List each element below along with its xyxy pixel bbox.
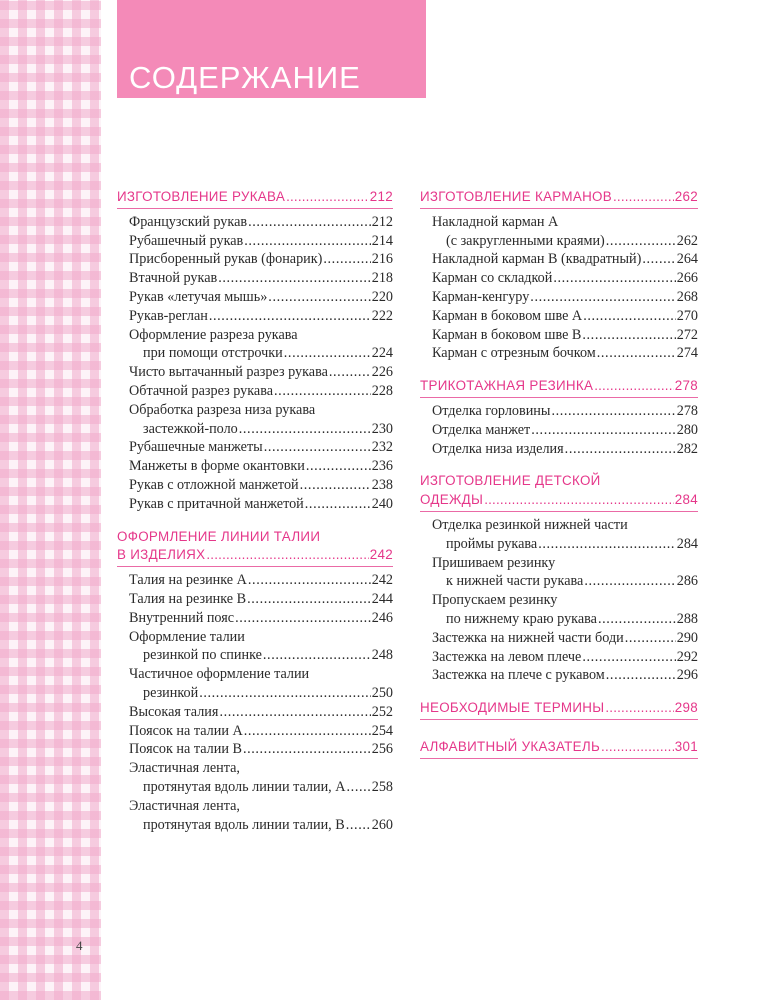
toc-entry[interactable] (420, 421, 698, 440)
toc-entry-title: Отделка горловины (432, 402, 551, 419)
toc-entry-page: 290 (676, 629, 698, 646)
toc-entry-title: Отделка низа изделия (432, 440, 564, 457)
toc-entry-page: 230 (371, 420, 393, 437)
dot-leader (553, 269, 675, 288)
dot-leader (235, 609, 371, 628)
toc-entry[interactable] (117, 363, 393, 382)
toc-entry-page: 222 (371, 307, 393, 324)
section-gap (420, 685, 698, 699)
toc-entry[interactable] (117, 307, 393, 326)
gingham-border (0, 0, 101, 1000)
dot-leader (531, 421, 675, 440)
toc-entry-title: ТРИКОТАЖНАЯ РЕЗИНКА (420, 378, 594, 394)
section-heading[interactable] (117, 188, 393, 209)
toc-entry-page: 288 (676, 610, 698, 627)
toc-entry-title: Застежка на левом плече (432, 648, 582, 665)
title-banner (117, 0, 426, 98)
page-title: СОДЕРЖАНИЕ (129, 60, 361, 95)
section-heading-line[interactable] (420, 377, 698, 396)
dot-leader (329, 363, 371, 382)
section-heading[interactable] (420, 472, 698, 512)
toc-entry-title: Карман с отрезным бочком (432, 345, 596, 362)
dot-leader (606, 666, 676, 685)
toc-entry[interactable] (117, 665, 393, 684)
toc-entry[interactable] (117, 778, 393, 797)
toc-entry-title: ИЗГОТОВЛЕНИЕ РУКАВА (117, 189, 286, 204)
toc-entry-title: Карман в боковом шве В (432, 326, 582, 343)
toc-entry-title: Поясок на талии А (129, 722, 243, 739)
toc-entry-title: НЕОБХОДИМЫЕ ТЕРМИНЫ (420, 700, 605, 716)
toc-entry-title: протянутая вдоль линии талии, А (143, 778, 346, 795)
dot-leader (530, 288, 675, 307)
dot-leader (484, 491, 674, 510)
toc-entry-page: 280 (676, 421, 698, 438)
toc-entry-title: Пришиваем резинку (432, 554, 556, 571)
page-number: 4 (76, 938, 83, 953)
section-heading[interactable] (420, 377, 698, 398)
dot-leader (218, 269, 371, 288)
toc-entry-title: Рукав с отложной манжетой (129, 476, 299, 493)
section-heading-line[interactable] (420, 491, 698, 510)
dot-leader (323, 250, 370, 269)
toc-entry-title: Оформление разреза рукава (129, 326, 298, 343)
toc-entry-page: 278 (674, 378, 698, 394)
toc-entry-title: АЛФАВИТНЫЙ УКАЗАТЕЛЬ (420, 738, 601, 754)
dot-leader (209, 307, 371, 326)
toc-entry-page: 236 (371, 458, 393, 475)
section-heading-line: ИЗГОТОВЛЕНИЕ ДЕТСКОЙ (420, 473, 601, 489)
toc-entry-page: 278 (676, 402, 698, 419)
toc-entry[interactable] (420, 288, 698, 307)
toc-entry[interactable] (117, 326, 393, 345)
toc-entry-page: 292 (676, 648, 698, 665)
toc-entry-page: 248 (371, 647, 393, 664)
toc-entry-page: 266 (676, 270, 698, 287)
toc-entry-page: 262 (676, 232, 698, 249)
toc-entry[interactable] (117, 401, 393, 420)
dot-leader (264, 438, 371, 457)
toc-entry[interactable] (420, 648, 698, 667)
toc-entry-page: 244 (371, 590, 393, 607)
toc-entry[interactable] (117, 571, 393, 590)
toc-entry[interactable] (420, 232, 698, 251)
toc-entry-title: Эластичная лента, (129, 797, 240, 814)
dot-leader (263, 646, 371, 665)
dot-leader (625, 629, 676, 648)
dot-leader (613, 188, 674, 207)
toc-entry-title: Накладной карман А (432, 213, 559, 230)
toc-entry-title: Рукав с притачной манжетой (129, 495, 304, 512)
toc-entry[interactable] (420, 269, 698, 288)
toc-entry-page: 268 (676, 288, 698, 305)
toc-entry[interactable] (420, 629, 698, 648)
toc-entry[interactable] (420, 344, 698, 363)
section-heading-line[interactable] (117, 188, 393, 207)
toc-entry-page: 226 (371, 364, 393, 381)
toc-entry[interactable] (117, 684, 393, 703)
toc-entry[interactable] (117, 420, 393, 439)
toc-entry[interactable] (117, 232, 393, 251)
toc-entry-title: (с закругленными краями) (446, 232, 605, 249)
toc-entry[interactable] (420, 666, 698, 685)
toc-entry-page: 284 (674, 492, 698, 508)
toc-entry[interactable] (117, 703, 393, 722)
toc-entry[interactable] (117, 816, 393, 835)
toc-entry[interactable] (117, 722, 393, 741)
toc-entry-page: 260 (371, 816, 393, 833)
toc-entry-title: Рубашечный рукав (129, 232, 244, 249)
toc-entry-title: Накладной карман В (квадратный) (432, 251, 642, 268)
toc-entry-page: 272 (676, 326, 698, 343)
toc-entry[interactable] (117, 628, 393, 647)
toc-entry-page: 240 (371, 495, 393, 512)
toc-entry-title: Поясок на талии В (129, 741, 242, 758)
toc-entry[interactable] (117, 457, 393, 476)
toc-entry-page: 270 (676, 307, 698, 324)
dot-leader (244, 232, 370, 251)
toc-entry-title: Высокая талия (129, 703, 219, 720)
toc-entry-page: 296 (676, 667, 698, 684)
toc-entry[interactable] (420, 250, 698, 269)
dot-leader (346, 816, 371, 835)
toc-entry-page: 228 (371, 382, 393, 399)
toc-entry-title: В ИЗДЕЛИЯХ (117, 547, 206, 563)
dot-leader (606, 232, 676, 251)
toc-entry-title: Втачной рукав (129, 270, 218, 287)
toc-entry-title: Талия на резинке В (129, 590, 247, 607)
toc-entry-title: Рукав-реглан (129, 307, 208, 324)
toc-right-column (420, 188, 698, 763)
dot-leader (538, 535, 676, 554)
section-heading-line[interactable] (420, 188, 698, 207)
toc-entry[interactable] (420, 535, 698, 554)
dot-leader (268, 288, 370, 307)
toc-entry-page: 258 (371, 778, 393, 795)
toc-entry-title: Рукав «летучая мышь» (129, 288, 268, 305)
toc-entry-title: Отделка манжет (432, 421, 531, 438)
section-gap (117, 514, 393, 528)
toc-entry-title: Застежка на нижней части боди (432, 629, 624, 646)
section-heading-line: ОФОРМЛЕНИЕ ЛИНИИ ТАЛИИ (117, 528, 321, 544)
toc-entry[interactable] (117, 438, 393, 457)
dot-leader (305, 495, 371, 514)
dot-leader (239, 420, 371, 439)
dot-leader (584, 572, 675, 591)
dot-leader (300, 476, 371, 495)
dot-leader (582, 326, 675, 345)
toc-entry-page: 242 (369, 547, 393, 563)
dot-leader (244, 722, 371, 741)
toc-entry-page: 282 (676, 440, 698, 457)
toc-entry[interactable] (420, 591, 698, 610)
toc-entry[interactable] (117, 250, 393, 269)
toc-entry-title: Обтачной разрез рукава (129, 382, 274, 399)
toc-entry-page: 218 (371, 270, 393, 287)
toc-entry[interactable] (420, 307, 698, 326)
toc-entry-title: Оформление талии (129, 628, 245, 645)
toc-entry-title: резинкой (143, 684, 199, 701)
toc-entry[interactable] (117, 740, 393, 759)
toc-entry-page: 301 (674, 738, 698, 754)
dot-leader (286, 188, 369, 207)
toc-entry-page: 256 (371, 741, 393, 758)
toc-entry-title: Внутренний пояс (129, 609, 235, 626)
toc-entry-page: 216 (371, 251, 393, 268)
toc-entry-title: Карман в боковом шве А (432, 307, 583, 324)
toc-entry-page: 212 (369, 189, 393, 204)
dot-leader (642, 250, 675, 269)
toc-entry-page: 254 (371, 722, 393, 739)
dot-leader (274, 382, 371, 401)
section-heading[interactable] (420, 738, 698, 759)
toc-entry-page: 250 (371, 684, 393, 701)
toc-entry-title: Карман со складкой (432, 270, 553, 287)
toc-entry[interactable] (117, 797, 393, 816)
toc-entry[interactable] (420, 610, 698, 629)
toc-entry[interactable] (117, 759, 393, 778)
toc-entry-page: 224 (371, 345, 393, 362)
toc-entry-page: 264 (676, 251, 698, 268)
toc-entry-title: проймы рукава (446, 535, 538, 552)
dot-leader (583, 307, 676, 326)
toc-entry-title: к нижней части рукава (446, 573, 584, 590)
section-heading[interactable] (420, 188, 698, 209)
toc-entry[interactable] (117, 609, 393, 628)
toc-entry-title: Обработка разреза низа рукава (129, 401, 316, 418)
toc-entry[interactable] (420, 402, 698, 421)
toc-entry-page: 238 (371, 476, 393, 493)
toc-entry-title: Присборенный рукав (фонарик) (129, 251, 323, 268)
section-heading[interactable] (420, 699, 698, 720)
toc-entry-page: 286 (676, 573, 698, 590)
toc-entry[interactable] (117, 269, 393, 288)
toc-entry[interactable] (420, 213, 698, 232)
toc-entry[interactable] (420, 572, 698, 591)
section-gap (420, 458, 698, 472)
toc-entry-title: Эластичная лента, (129, 760, 240, 777)
section-gap (420, 363, 698, 377)
toc-entry-title: Талия на резинке А (129, 572, 247, 589)
toc-entry-title: Чисто вытачанный разрез рукава (129, 364, 328, 381)
toc-entry-page: 232 (371, 439, 393, 456)
toc-entry-title: Частичное оформление талии (129, 666, 310, 683)
dot-leader (551, 402, 675, 421)
dot-leader (199, 684, 371, 703)
dot-leader (582, 648, 675, 667)
dot-leader (248, 213, 371, 232)
dot-leader (597, 344, 676, 363)
toc-entry-title: Отделка резинкой нижней части (432, 516, 628, 533)
section-heading[interactable] (117, 528, 393, 568)
toc-entry-title: ОДЕЖДЫ (420, 492, 484, 508)
toc-entry-title: протянутая вдоль линии талии, В (143, 816, 345, 833)
toc-entry[interactable] (117, 646, 393, 665)
toc-entry-title: застежкой-поло (143, 420, 238, 437)
toc-entry-title: Карман-кенгуру (432, 288, 530, 305)
toc-entry-page: 252 (371, 703, 393, 720)
toc-entry-page: 220 (371, 288, 393, 305)
dot-leader (605, 699, 673, 718)
toc-entry[interactable] (117, 382, 393, 401)
toc-entry[interactable] (117, 590, 393, 609)
dot-leader (247, 590, 371, 609)
dot-leader (219, 703, 370, 722)
toc-entry-page: 212 (371, 213, 393, 230)
toc-entry-title: резинкой по спинке (143, 647, 262, 664)
dot-leader (243, 740, 371, 759)
toc-entry-title: ИЗГОТОВЛЕНИЕ КАРМАНОВ (420, 189, 612, 204)
dot-leader (284, 344, 371, 363)
section-heading-line[interactable] (117, 546, 393, 565)
toc-entry-page: 262 (674, 189, 698, 204)
toc-entry-title: по нижнему краю рукава (446, 610, 597, 627)
dot-leader (306, 457, 371, 476)
toc-entry-title: Французский рукав (129, 213, 248, 230)
toc-entry[interactable] (117, 476, 393, 495)
toc-entry[interactable] (117, 495, 393, 514)
toc-entry-title: Застежка на плече с рукавом (432, 667, 605, 684)
toc-entry-page: 284 (676, 535, 698, 552)
toc-entry-page: 274 (676, 345, 698, 362)
toc-entry-title: Пропускаем резинку (432, 592, 558, 609)
toc-left-column (117, 188, 393, 834)
section-heading-line[interactable] (420, 738, 698, 757)
toc-entry[interactable] (420, 326, 698, 345)
toc-entry[interactable] (420, 516, 698, 535)
dot-leader (601, 738, 674, 757)
toc-entry-page: 298 (674, 700, 698, 716)
dot-leader (565, 440, 676, 459)
toc-entry-title: при помощи отстрочки (143, 345, 283, 362)
dot-leader (598, 610, 676, 629)
dot-leader (594, 377, 674, 396)
toc-entry[interactable] (117, 288, 393, 307)
toc-entry[interactable] (420, 440, 698, 459)
toc-entry-page: 242 (371, 572, 393, 589)
toc-entry[interactable] (420, 554, 698, 573)
toc-entry-title: Манжеты в форме окантовки (129, 458, 305, 475)
toc-entry-page: 214 (371, 232, 393, 249)
section-gap (420, 724, 698, 738)
dot-leader (206, 546, 368, 565)
section-heading-line[interactable] (420, 699, 698, 718)
dot-leader (248, 571, 371, 590)
toc-entry[interactable] (117, 213, 393, 232)
dot-leader (347, 778, 371, 797)
toc-entry[interactable] (117, 344, 393, 363)
toc-entry-page: 246 (371, 609, 393, 626)
toc-entry-title: Рубашечные манжеты (129, 439, 263, 456)
